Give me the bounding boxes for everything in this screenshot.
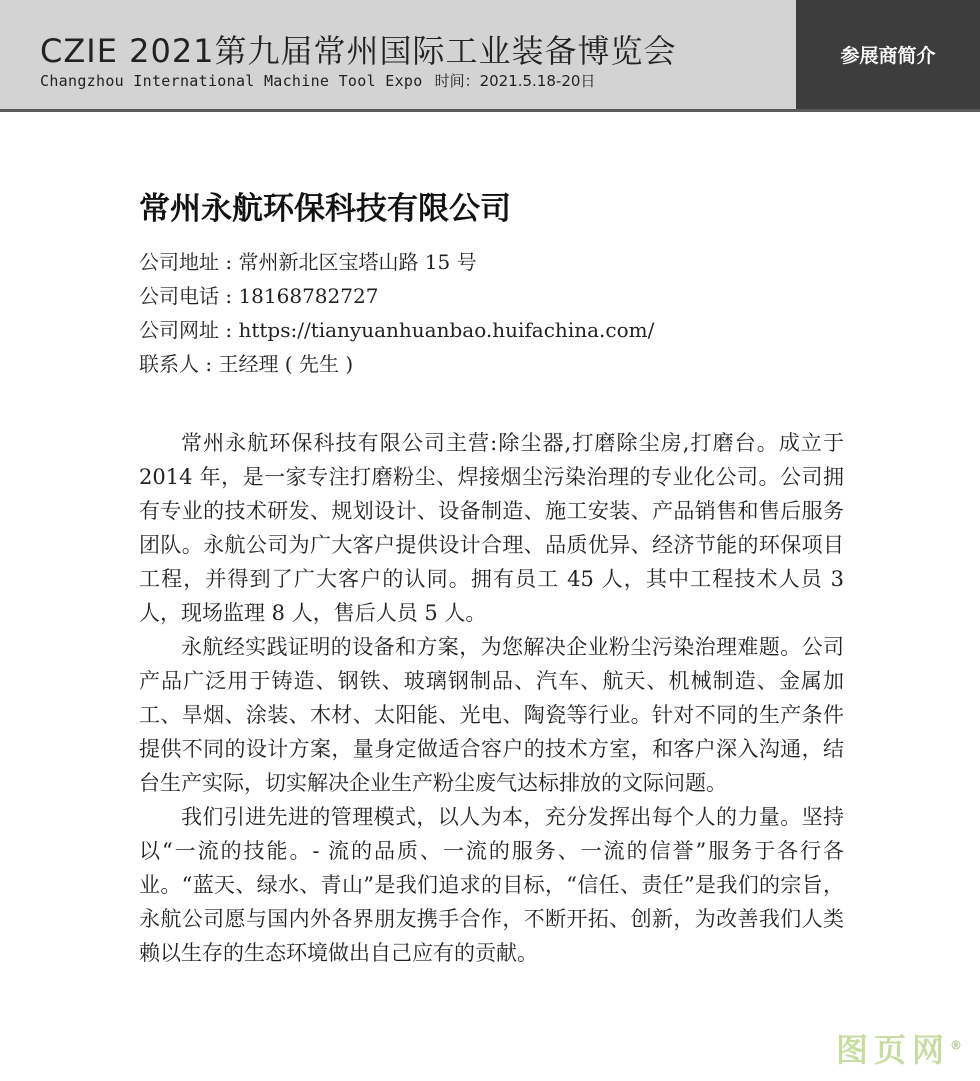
- paragraph: 常州永航环保科技有限公司主营:除尘器,打磨除尘房,打磨台。成立于 2014 年，是一家专注打磨粉尘、焊接烟尘污染治理的专业化公司。公司拥有专业的技术研发、规划设计、设备制造、施工安装、产品销售和售后服务团队。永航公司为广大客户提供设计合理、品质优异、经济节能的环保项目工程，并得到了广大客户的认同。拥有员工 45 人，其中工程技术人员 3 人，现场监理 8 人，售后人员 5 人。: [139, 431, 844, 625]
- section-tab-label: 参展商简介: [840, 45, 936, 67]
- company-address: 公司地址 : 常州新北区宝塔山路 15 号: [139, 250, 477, 274]
- expo-english-name: Changzhou International Machine Tool Expo: [40, 72, 423, 90]
- paragraph: 永航经实践证明的设备和方案，为您解决企业粉尘污染治理难题。公司产品广泛用于铸造、钢铁、玻璃钢制品、汽车、航天、机械制造、金属加工、旱烟、涂装、木材、太阳能、光电、陶瓷等行业。针对不同的生产条件提供不同的设计方案，量身定做适合容户的技术方室，和客户深入沟通，结台生产实际，切实解决企业生产粉尘废气达标排放的文际问题。: [139, 635, 844, 795]
- company-phone: 公司电话 : 18168782727: [139, 284, 379, 308]
- company-description: [139, 426, 844, 970]
- company-info: [139, 245, 654, 381]
- watermark-logo: 图页网®: [835, 1031, 962, 1069]
- paragraph: 我们引进先进的管理模式，以人为本，充分发挥出每个人的力量。坚持以“一流的技能。- 流的品质、一流的服务、一流的信誉”服务于各行各业。“蓝天、绿水、青山”是我们追求的目标，“信任、责任”是我们的宗旨，永航公司愿与国内外各界朋友携手合作，不断开拓、创新，为改善我们人类赖以生存的生态环境做出自己应有的贡献。: [139, 805, 844, 965]
- expo-subtitle: [40, 70, 595, 91]
- expo-date: 时间：2021.5.18-20日: [434, 72, 596, 90]
- header-divider: [0, 109, 980, 112]
- expo-title: CZIE 2021第九届常州国际工业装备博览会: [40, 32, 677, 70]
- company-contact: 联系人 : 王经理 ( 先生 ): [139, 352, 354, 376]
- section-tab: [796, 0, 980, 109]
- company-name: 常州永航环保科技有限公司: [139, 191, 511, 227]
- company-website: 公司网址 : https://tianyuanhuanbao.huifachina.com/: [139, 318, 655, 342]
